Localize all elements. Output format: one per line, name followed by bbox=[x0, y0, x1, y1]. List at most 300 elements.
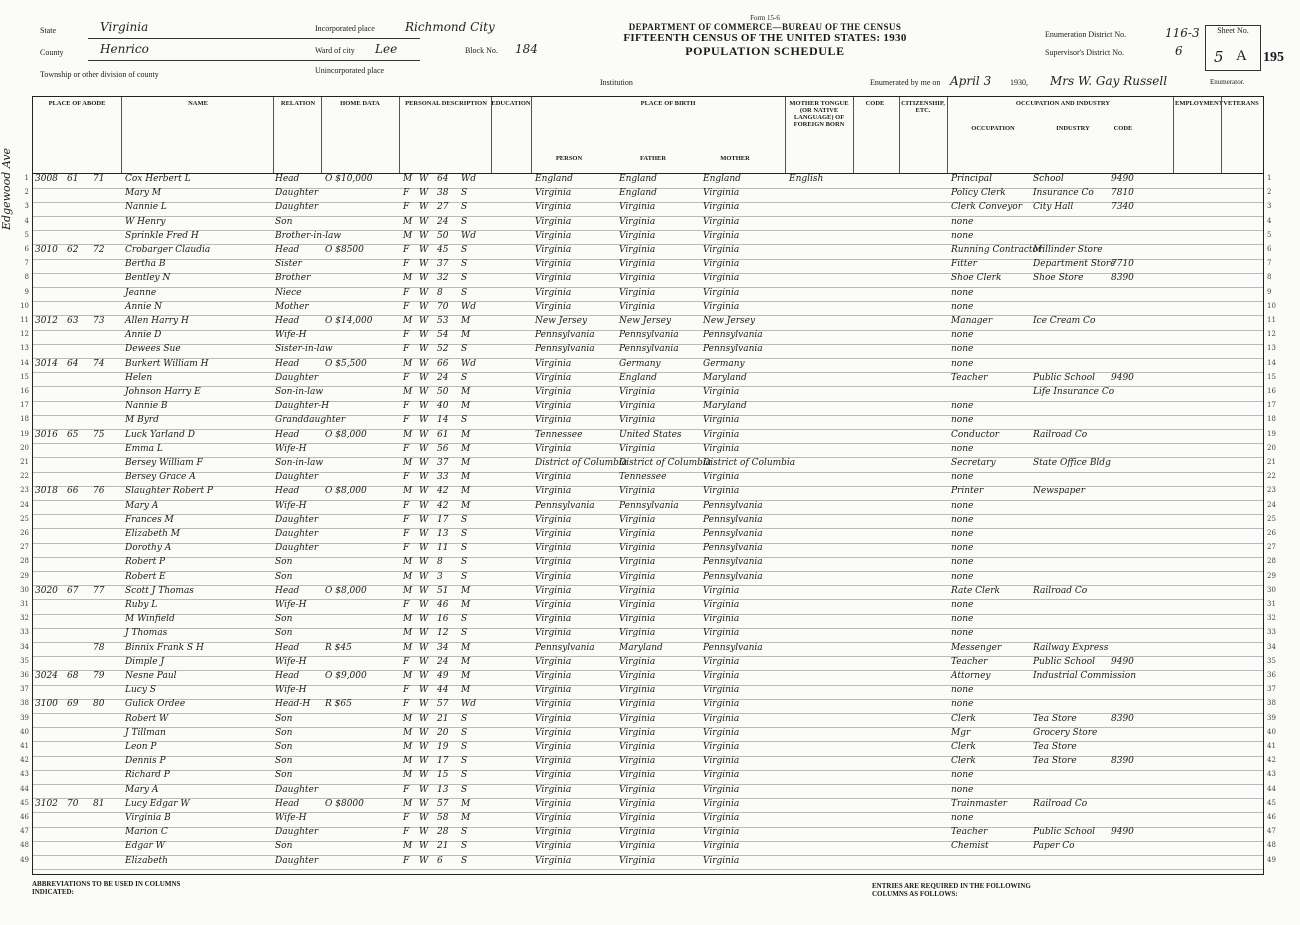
group-code: CODE bbox=[865, 100, 885, 107]
cell-n-right: 33 bbox=[1267, 628, 1276, 637]
cell-rel: Daughter bbox=[275, 543, 319, 554]
cell-mar: M bbox=[461, 330, 471, 341]
cell-mar: Wd bbox=[461, 358, 477, 369]
cell-fam: 71 bbox=[93, 174, 105, 184]
group-relation: RELATION bbox=[280, 100, 316, 107]
cell-home: O $14,000 bbox=[325, 316, 373, 326]
table-row bbox=[20, 458, 1276, 473]
cell-code: 9490 bbox=[1111, 827, 1134, 838]
cell-name: Dimple J bbox=[125, 656, 165, 667]
cell-ind: Grocery Store bbox=[1033, 727, 1098, 738]
cell-sex: F bbox=[403, 685, 410, 696]
cell-rel: Head bbox=[275, 174, 300, 184]
cell-bp: Virginia bbox=[535, 656, 572, 667]
cell-name: Nesne Paul bbox=[125, 671, 177, 681]
cell-name: Slaughter Robert P bbox=[125, 486, 213, 497]
cell-bp: Virginia bbox=[535, 784, 572, 795]
cell-mbp: Virginia bbox=[703, 273, 740, 284]
divider bbox=[785, 97, 786, 173]
cell-fbp: Virginia bbox=[619, 202, 656, 213]
cell-occ: Clerk bbox=[951, 756, 976, 767]
cell-bp: Pennsylvania bbox=[535, 642, 595, 653]
cell-race: W bbox=[419, 301, 429, 312]
cell-ind: Industrial Commission bbox=[1033, 671, 1137, 681]
cell-sex: F bbox=[403, 784, 410, 795]
cell-n: 27 bbox=[20, 543, 29, 552]
sheet-box bbox=[1205, 25, 1261, 71]
enum-district-value: 116-3 bbox=[1165, 26, 1200, 40]
cell-mar: S bbox=[461, 245, 468, 255]
cell-rel: Son bbox=[275, 713, 293, 724]
cell-race: W bbox=[419, 529, 429, 539]
cell-fbp: Virginia bbox=[619, 813, 656, 823]
cell-home: R $45 bbox=[325, 642, 352, 653]
cell-house: 3012 bbox=[35, 316, 58, 326]
cell-rel: Sister bbox=[275, 259, 302, 270]
cell-n: 7 bbox=[24, 259, 29, 268]
sub-industry: INDUSTRY bbox=[1056, 125, 1090, 132]
cell-age: 17 bbox=[437, 756, 449, 767]
cell-race: W bbox=[419, 287, 429, 298]
table-row bbox=[20, 585, 1276, 601]
cell-mar: M bbox=[461, 443, 471, 454]
cell-occ: none bbox=[951, 600, 974, 610]
cell-n-right: 23 bbox=[1267, 486, 1276, 495]
cell-fbp: Virginia bbox=[619, 713, 656, 724]
cell-ind: Newspaper bbox=[1033, 486, 1086, 497]
cell-age: 49 bbox=[437, 671, 449, 681]
cell-mar: Wd bbox=[461, 174, 477, 184]
cell-race: W bbox=[419, 202, 429, 213]
table-row bbox=[20, 784, 1276, 800]
cell-age: 13 bbox=[437, 529, 449, 539]
cell-n: 44 bbox=[20, 784, 29, 793]
cell-n-right: 22 bbox=[1267, 472, 1276, 481]
cell-race: W bbox=[419, 642, 429, 653]
table-row bbox=[20, 671, 1276, 686]
cell-dw: 67 bbox=[67, 585, 79, 596]
cell-occ: none bbox=[951, 628, 974, 639]
cell-house: 3024 bbox=[35, 671, 58, 681]
cell-name: Jeanne bbox=[125, 287, 157, 298]
cell-home: O $10,000 bbox=[325, 174, 373, 184]
sub-code: CODE bbox=[1113, 125, 1133, 132]
cell-occ: none bbox=[951, 301, 974, 312]
cell-fbp: Virginia bbox=[619, 798, 656, 809]
cell-fbp: Virginia bbox=[619, 600, 656, 610]
divider bbox=[399, 97, 400, 173]
cell-ind: Public School bbox=[1033, 656, 1095, 667]
table-row bbox=[20, 330, 1276, 345]
sheet-label: Sheet No. bbox=[1217, 26, 1249, 35]
enumerated-line bbox=[600, 74, 1260, 88]
table-row bbox=[20, 855, 1276, 871]
cell-mbp: Pennsylvania bbox=[703, 344, 763, 355]
cell-n: 33 bbox=[20, 628, 29, 637]
cell-fam: 74 bbox=[93, 358, 105, 369]
cell-rel: Mother bbox=[275, 301, 309, 312]
cell-home: O $5,500 bbox=[325, 358, 367, 369]
county-value: Henrico bbox=[100, 42, 149, 56]
cell-bp: Virginia bbox=[535, 216, 572, 227]
cell-race: W bbox=[419, 813, 429, 823]
department-title: DEPARTMENT OF COMMERCE—BUREAU OF THE CENSUS bbox=[628, 22, 902, 32]
header-middle bbox=[315, 20, 615, 82]
cell-sex: F bbox=[403, 699, 410, 710]
cell-age: 8 bbox=[437, 287, 443, 298]
cell-mbp: Virginia bbox=[703, 713, 740, 724]
cell-age: 28 bbox=[437, 827, 449, 838]
cell-race: W bbox=[419, 628, 429, 639]
cell-name: Johnson Harry E bbox=[125, 387, 201, 397]
cell-name: W Henry bbox=[125, 216, 166, 227]
cell-bp: Virginia bbox=[535, 245, 572, 255]
cell-age: 12 bbox=[437, 628, 449, 639]
cell-fbp: Virginia bbox=[619, 742, 656, 752]
cell-name: Robert P bbox=[125, 557, 166, 568]
cell-ind: Ice Cream Co bbox=[1033, 316, 1096, 326]
cell-n: 9 bbox=[24, 287, 29, 296]
cell-n-right: 6 bbox=[1267, 245, 1272, 253]
cell-name: Edgar W bbox=[125, 841, 165, 852]
cell-name: Bersey Grace A bbox=[125, 472, 196, 483]
table-row bbox=[20, 543, 1276, 558]
cell-ind: Tea Store bbox=[1033, 742, 1077, 752]
cell-race: W bbox=[419, 671, 429, 681]
cell-age: 53 bbox=[437, 316, 449, 326]
cell-fam: 79 bbox=[93, 671, 105, 681]
cell-race: W bbox=[419, 429, 429, 440]
cell-name: Leon P bbox=[125, 742, 157, 752]
cell-rel: Head-H bbox=[275, 699, 311, 710]
cell-fbp: Virginia bbox=[619, 543, 656, 554]
cell-ind: Life Insurance Co bbox=[1033, 387, 1115, 397]
cell-fbp: Pennsylvania bbox=[619, 500, 679, 511]
cell-rel: Son-in-law bbox=[275, 387, 324, 397]
cell-occ: none bbox=[951, 770, 974, 781]
cell-occ: Rate Clerk bbox=[951, 585, 1000, 596]
cell-code: 9490 bbox=[1111, 174, 1134, 184]
cell-mbp: Pennsylvania bbox=[703, 500, 763, 511]
group-name: NAME bbox=[188, 100, 208, 107]
cell-fbp: England bbox=[619, 174, 657, 184]
cell-fam: 80 bbox=[93, 699, 105, 710]
cell-code: 8390 bbox=[1111, 756, 1134, 767]
cell-name: Robert W bbox=[125, 713, 169, 724]
cell-race: W bbox=[419, 855, 429, 866]
cell-occ: none bbox=[951, 514, 974, 525]
cell-mar: S bbox=[461, 827, 468, 838]
cell-mar: S bbox=[461, 770, 468, 781]
cell-mar: M bbox=[461, 387, 471, 397]
cell-age: 16 bbox=[437, 614, 449, 625]
cell-name: Binnix Frank S H bbox=[125, 642, 204, 653]
cell-occ: Clerk Conveyor bbox=[951, 202, 1023, 213]
cell-bp: Virginia bbox=[535, 273, 572, 284]
cell-name: Helen bbox=[125, 372, 153, 383]
cell-race: W bbox=[419, 543, 429, 554]
table-row bbox=[20, 472, 1276, 487]
cell-mar: S bbox=[461, 287, 468, 298]
table-row bbox=[20, 401, 1276, 416]
cell-n: 31 bbox=[20, 600, 29, 608]
cell-name: Dorothy A bbox=[125, 543, 172, 554]
cell-sex: F bbox=[403, 472, 410, 483]
cell-ind: Insurance Co bbox=[1033, 188, 1094, 199]
cell-n: 19 bbox=[20, 429, 29, 438]
cell-mbp: District of Columbia bbox=[703, 458, 796, 468]
cell-mbp: Virginia bbox=[703, 855, 740, 866]
cell-bp: Pennsylvania bbox=[535, 344, 595, 355]
cell-mar: S bbox=[461, 784, 468, 795]
cell-rel: Sister-in-law bbox=[275, 344, 333, 355]
cell-rel: Son bbox=[275, 841, 293, 852]
state-value: Virginia bbox=[100, 20, 149, 34]
cell-n: 35 bbox=[20, 656, 29, 665]
cell-race: W bbox=[419, 174, 429, 184]
table-row bbox=[20, 358, 1276, 374]
cell-bp: Virginia bbox=[535, 202, 572, 213]
cell-mbp: Pennsylvania bbox=[703, 330, 763, 341]
cell-sex: M bbox=[403, 216, 413, 227]
cell-occ: none bbox=[951, 614, 974, 625]
cell-fbp: Virginia bbox=[619, 486, 656, 497]
cell-occ: none bbox=[951, 472, 974, 483]
table-row bbox=[24, 245, 1272, 260]
table-row bbox=[20, 557, 1276, 572]
table-row bbox=[24, 216, 1272, 232]
cell-sex: M bbox=[403, 770, 413, 781]
cell-age: 38 bbox=[437, 188, 449, 199]
cell-ind: State Office Bldg bbox=[1033, 458, 1111, 468]
cell-sex: M bbox=[403, 273, 413, 284]
cell-rel: Wife-H bbox=[275, 600, 307, 610]
table-row bbox=[20, 372, 1276, 388]
cell-age: 57 bbox=[437, 798, 449, 809]
cell-occ: Teacher bbox=[951, 656, 988, 667]
cell-n: 24 bbox=[20, 500, 29, 509]
cell-n: 26 bbox=[20, 529, 29, 537]
cell-fbp: Virginia bbox=[619, 699, 656, 710]
cell-name: Marion C bbox=[125, 827, 168, 838]
sub-mother: MOTHER bbox=[720, 155, 750, 162]
cell-mar: M bbox=[461, 685, 471, 696]
cell-sex: M bbox=[403, 429, 413, 440]
cell-n: 32 bbox=[20, 614, 29, 623]
cell-mbp: Virginia bbox=[703, 770, 740, 781]
cell-mbp: Virginia bbox=[703, 685, 740, 696]
cell-race: W bbox=[419, 344, 429, 355]
cell-n-right: 7 bbox=[1267, 259, 1272, 268]
cell-n: 21 bbox=[20, 458, 29, 466]
cell-age: 34 bbox=[437, 642, 449, 653]
cell-fbp: Pennsylvania bbox=[619, 330, 679, 341]
cell-bp: Virginia bbox=[535, 514, 572, 525]
cell-fbp: Virginia bbox=[619, 443, 656, 454]
cell-house: 3014 bbox=[35, 358, 58, 369]
cell-ind: Railroad Co bbox=[1033, 798, 1088, 809]
cell-occ: Trainmaster bbox=[951, 798, 1008, 809]
cell-age: 57 bbox=[437, 699, 449, 710]
cell-occ: none bbox=[951, 699, 974, 710]
cell-home: O $8,000 bbox=[325, 585, 367, 596]
cell-bp: Virginia bbox=[535, 230, 572, 241]
cell-name: Ruby L bbox=[125, 600, 158, 610]
cell-age: 24 bbox=[437, 656, 449, 667]
cell-n: 25 bbox=[20, 514, 29, 523]
cell-house: 3010 bbox=[35, 245, 58, 255]
cell-age: 27 bbox=[437, 202, 449, 213]
cell-race: W bbox=[419, 514, 429, 525]
cell-mar: S bbox=[461, 841, 468, 852]
cell-bp: Virginia bbox=[535, 756, 572, 767]
cell-rel: Son bbox=[275, 756, 293, 767]
cell-mbp: Virginia bbox=[703, 614, 740, 625]
cell-fbp: Virginia bbox=[619, 770, 656, 781]
cell-rel: Wife-H bbox=[275, 500, 307, 511]
cell-n-right: 1 bbox=[1267, 174, 1272, 182]
cell-n-right: 17 bbox=[1267, 401, 1276, 410]
cell-ind: Department Store bbox=[1033, 259, 1116, 270]
cell-n: 48 bbox=[20, 841, 29, 850]
cell-bp: Virginia bbox=[535, 259, 572, 270]
cell-race: W bbox=[419, 458, 429, 468]
cell-bp: Virginia bbox=[535, 798, 572, 809]
cell-sex: F bbox=[403, 330, 410, 341]
table-row bbox=[20, 628, 1276, 643]
cell-bp: Virginia bbox=[535, 387, 572, 397]
cell-house: 3102 bbox=[35, 798, 58, 809]
cell-fbp: Virginia bbox=[619, 841, 656, 852]
group-personal-description: PERSONAL DESCRIPTION bbox=[405, 100, 487, 107]
cell-race: W bbox=[419, 401, 429, 412]
divider bbox=[1221, 97, 1222, 173]
cell-fam: 76 bbox=[93, 486, 105, 497]
cell-n: 49 bbox=[20, 855, 29, 864]
cell-name: Virginia B bbox=[125, 813, 171, 823]
cell-n: 3 bbox=[24, 202, 29, 211]
cell-n: 10 bbox=[20, 301, 29, 310]
cell-bp: Virginia bbox=[535, 585, 572, 596]
cell-mbp: Virginia bbox=[703, 798, 740, 809]
cell-rel: Son bbox=[275, 727, 293, 738]
cell-bp: New Jersey bbox=[535, 316, 588, 326]
cell-rel: Daughter-H bbox=[275, 401, 330, 412]
table-row bbox=[20, 798, 1276, 814]
cell-rel: Head bbox=[275, 316, 300, 326]
cell-n: 22 bbox=[20, 472, 29, 481]
cell-fbp: England bbox=[619, 188, 657, 199]
cell-rel: Head bbox=[275, 798, 300, 809]
cell-fbp: Virginia bbox=[619, 614, 656, 625]
institution-label: Institution bbox=[600, 78, 633, 87]
table-row bbox=[24, 174, 1272, 189]
cell-n-right: 46 bbox=[1267, 813, 1276, 821]
cell-n: 20 bbox=[20, 443, 29, 452]
cell-age: 21 bbox=[437, 841, 449, 852]
cell-fbp: Virginia bbox=[619, 628, 656, 639]
cell-occ: none bbox=[951, 330, 974, 341]
cell-rel: Daughter bbox=[275, 827, 319, 838]
cell-race: W bbox=[419, 387, 429, 397]
cell-sex: F bbox=[403, 656, 410, 667]
cell-race: W bbox=[419, 316, 429, 326]
cell-age: 14 bbox=[437, 415, 449, 426]
cell-mbp: Virginia bbox=[703, 472, 740, 483]
side-street-name: Edgewood Ave bbox=[0, 147, 13, 230]
group-education: EDUCATION bbox=[491, 100, 531, 107]
cell-n-right: 13 bbox=[1267, 344, 1276, 353]
cell-mbp: Virginia bbox=[703, 429, 740, 440]
sheet-number: 5 bbox=[1214, 48, 1224, 66]
cell-mbp: New Jersey bbox=[703, 316, 756, 326]
cell-name: Dewees Sue bbox=[125, 344, 181, 355]
table-row bbox=[20, 742, 1276, 757]
cell-rel: Wife-H bbox=[275, 813, 307, 823]
cell-age: 17 bbox=[437, 514, 449, 525]
cell-n: 46 bbox=[20, 813, 29, 821]
table-row bbox=[20, 642, 1276, 658]
enumerator-label: Enumerator. bbox=[1210, 78, 1245, 86]
cell-fbp: Virginia bbox=[619, 784, 656, 795]
cell-race: W bbox=[419, 216, 429, 227]
cell-dw: 63 bbox=[67, 316, 79, 326]
cell-mar: Wd bbox=[461, 301, 477, 312]
cell-occ: Fitter bbox=[951, 259, 977, 270]
cell-dw: 62 bbox=[67, 245, 79, 255]
cell-sex: M bbox=[403, 557, 413, 568]
cell-name: Nannie B bbox=[125, 401, 168, 412]
table-row bbox=[20, 813, 1276, 828]
cell-fbp: Virginia bbox=[619, 685, 656, 696]
cell-name: Luck Yarland D bbox=[125, 429, 195, 440]
cell-n-right: 21 bbox=[1267, 458, 1276, 466]
cell-mbp: Virginia bbox=[703, 742, 740, 752]
cell-sex: F bbox=[403, 188, 410, 199]
cell-mbp: Virginia bbox=[703, 600, 740, 610]
cell-mar: S bbox=[461, 742, 468, 752]
cell-age: 64 bbox=[437, 174, 449, 184]
cell-mbp: Pennsylvania bbox=[703, 571, 763, 582]
page-number: 195 bbox=[1263, 50, 1284, 65]
cell-name: Cox Herbert L bbox=[125, 174, 191, 184]
cell-house: 3016 bbox=[35, 429, 58, 440]
cell-age: 42 bbox=[437, 500, 449, 511]
cell-n: 43 bbox=[20, 770, 29, 779]
cell-dw: 64 bbox=[67, 358, 79, 369]
cell-age: 58 bbox=[437, 813, 449, 823]
cell-occ: none bbox=[951, 358, 974, 369]
enum-district-label: Enumeration District No. bbox=[1045, 30, 1127, 39]
cell-bp: Pennsylvania bbox=[535, 330, 595, 341]
cell-mbp: Pennsylvania bbox=[703, 557, 763, 568]
cell-race: W bbox=[419, 273, 429, 284]
table-row bbox=[20, 316, 1276, 331]
cell-mar: S bbox=[461, 202, 468, 213]
cell-ind: Paper Co bbox=[1033, 841, 1075, 852]
schedule-title: POPULATION SCHEDULE bbox=[685, 44, 845, 58]
cell-bp: Virginia bbox=[535, 571, 572, 582]
cell-age: 24 bbox=[437, 216, 449, 227]
cell-fbp: Virginia bbox=[619, 401, 656, 412]
cell-mbp: Virginia bbox=[703, 671, 740, 681]
cell-race: W bbox=[419, 330, 429, 341]
group-home-data: HOME DATA bbox=[340, 100, 380, 107]
table-row bbox=[20, 500, 1276, 516]
cell-name: Crobarger Claudia bbox=[125, 245, 211, 255]
table-row bbox=[24, 202, 1272, 217]
cell-fbp: Virginia bbox=[619, 585, 656, 596]
